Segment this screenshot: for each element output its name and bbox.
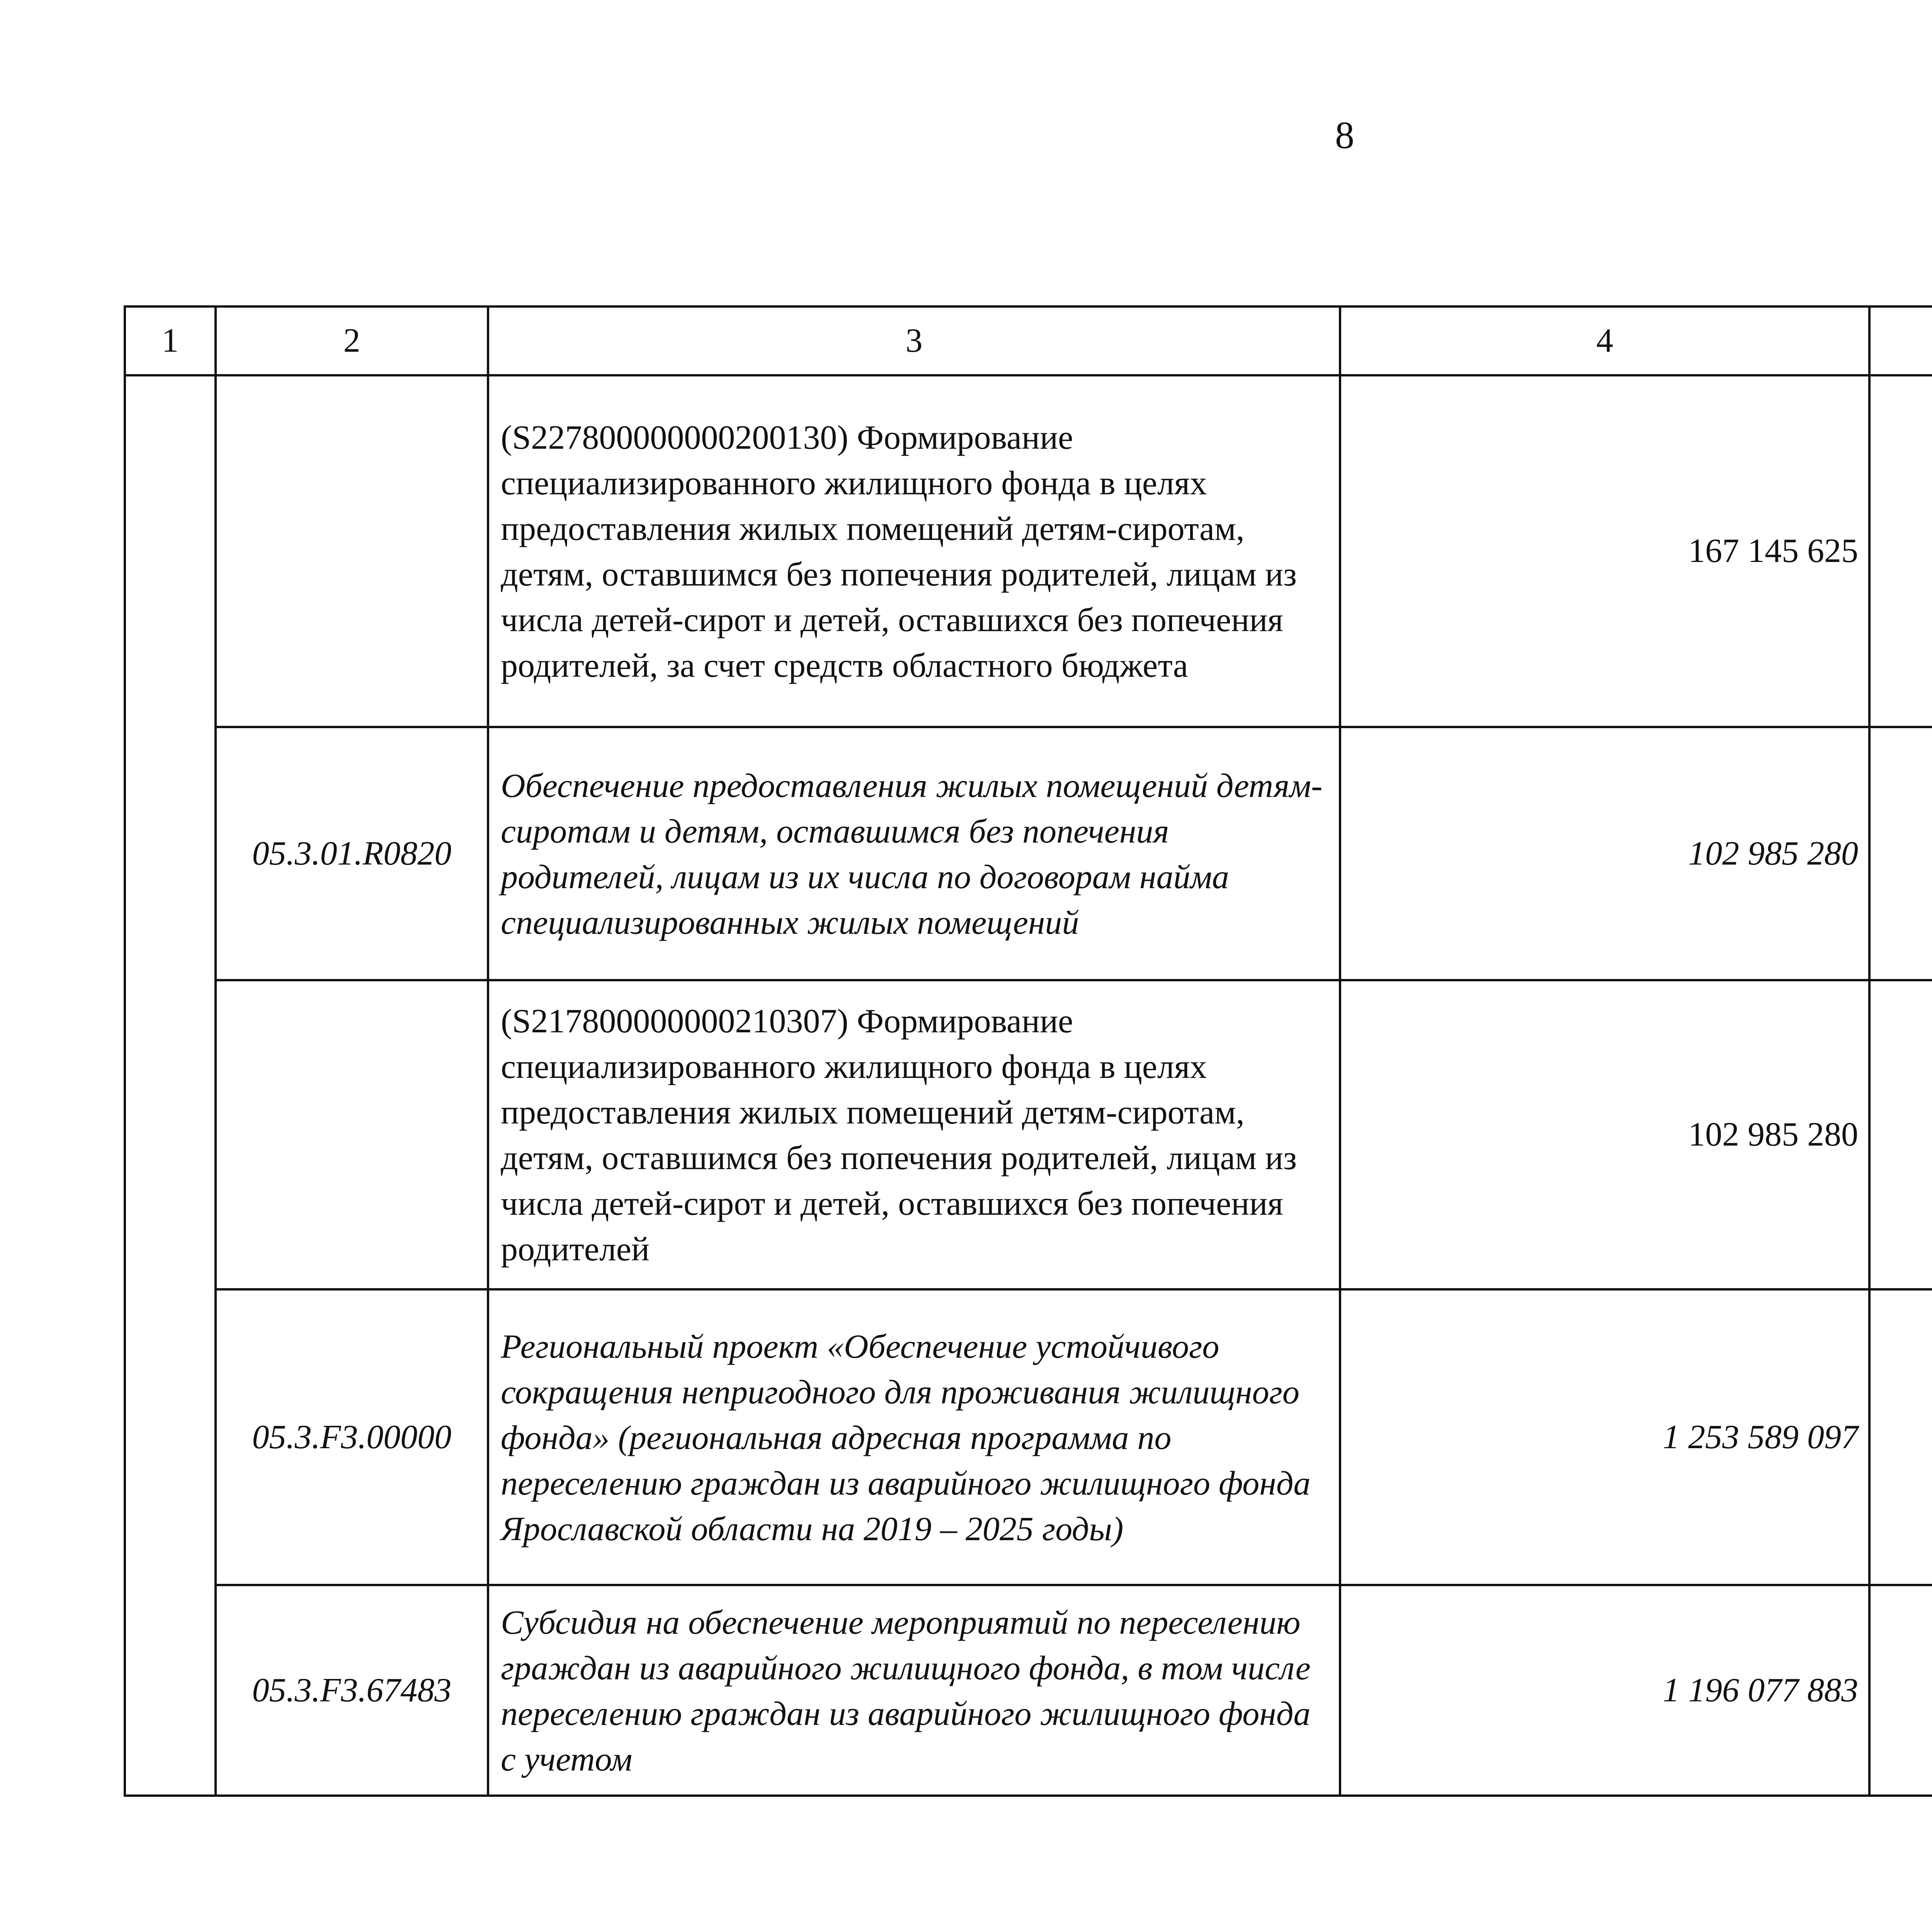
amount-col5: [1869, 980, 1932, 1289]
description-cell: (S227800000000200130) Формирование специализированного жилищного фонда в целях предоставления жилых помещений детям-сиротам, детям, оставшимся без попечения родителей, лицам из числа детей-сирот и детей, оставшихся без попечения родителей, за счет средств областного бюджета: [488, 375, 1340, 727]
amount-col4: 1 253 589 097: [1340, 1289, 1869, 1585]
table-row: [125, 375, 1932, 727]
code-cell: 05.3.01.R0820: [216, 727, 488, 980]
column-header-3: 3: [488, 306, 1340, 375]
table-row: [125, 727, 1932, 980]
amount-col4: 167 145 625: [1340, 375, 1869, 727]
page-number: 8: [1335, 114, 1354, 157]
amount-col4: 102 985 280: [1340, 727, 1869, 980]
amount-col4: 102 985 280: [1340, 980, 1869, 1289]
code-cell: [216, 980, 488, 1289]
table-row: [125, 1289, 1932, 1585]
header-row: [125, 306, 1932, 375]
column-header-2: 2: [216, 306, 488, 375]
amount-col4: 1 196 077 883: [1340, 1585, 1869, 1796]
amount-col5: [1869, 727, 1932, 980]
table-row: [125, 1585, 1932, 1796]
description-cell: Обеспечение предоставления жилых помещений детям-сиротам и детям, оставшимся без попечения родителей, лицам из их числа по договорам найма специализированных жилых помещений: [488, 727, 1340, 980]
column-header-1: 1: [125, 306, 216, 375]
column-header-5: [1869, 306, 1932, 375]
column-header-4: 4: [1340, 306, 1869, 375]
amount-col5: [1869, 375, 1932, 727]
amount-col5: [1869, 1289, 1932, 1585]
table-row: [125, 980, 1932, 1289]
amount-col5: [1869, 1585, 1932, 1796]
budget-table: [124, 305, 1932, 1797]
code-cell: [216, 375, 488, 727]
code-cell: 05.3.F3.67483: [216, 1585, 488, 1796]
code-cell: 05.3.F3.00000: [216, 1289, 488, 1585]
column-1-cell: [125, 375, 216, 1796]
description-cell: (S217800000000210307) Формирование специализированного жилищного фонда в целях предоставления жилых помещений детям-сиротам, детям, оставшимся без попечения родителей, лицам из числа детей-сирот и детей, оставшихся без попечения родителей: [488, 980, 1340, 1289]
description-cell: Субсидия на обеспечение мероприятий по переселению граждан из аварийного жилищного фонда, в том числе переселению граждан из аварийного жилищного фонда с учетом: [488, 1585, 1340, 1796]
description-cell: Региональный проект «Обеспечение устойчивого сокращения непригодного для проживания жилищного фонда» (региональная адресная программа по переселению граждан из аварийного жилищного фонда Ярославской области на 2019 – 2025 годы): [488, 1289, 1340, 1585]
